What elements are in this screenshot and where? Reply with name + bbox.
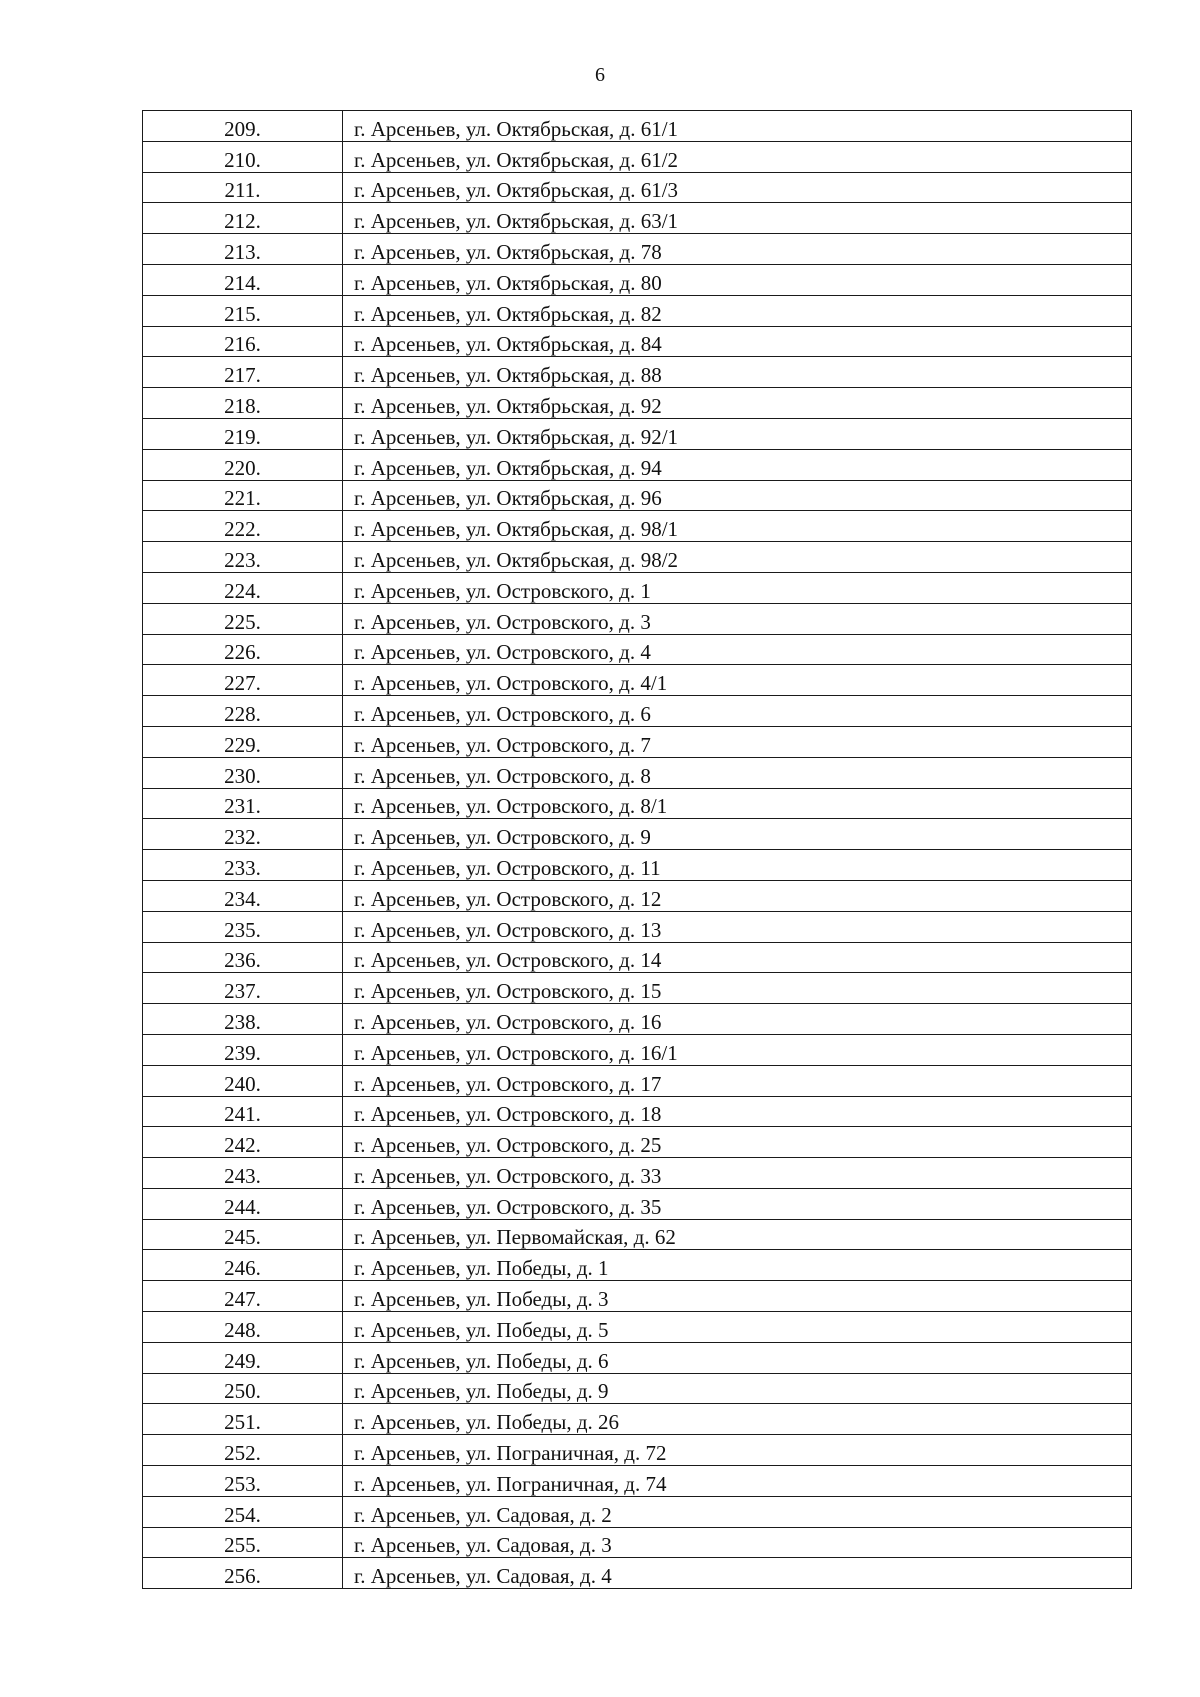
- row-number-cell: 223.: [143, 542, 343, 573]
- row-number-cell: 221.: [143, 480, 343, 511]
- row-number-cell: 237.: [143, 973, 343, 1004]
- table-row: [143, 1127, 1132, 1158]
- row-number-cell: 250.: [143, 1373, 343, 1404]
- table-row: [143, 326, 1132, 357]
- address-cell: г. Арсеньев, ул. Октябрьская, д. 61/1: [343, 111, 1132, 142]
- address-cell: г. Арсеньев, ул. Октябрьская, д. 92/1: [343, 418, 1132, 449]
- table-row: [143, 1527, 1132, 1558]
- table-row: [143, 696, 1132, 727]
- table-row: [143, 511, 1132, 542]
- row-number-cell: 224.: [143, 572, 343, 603]
- address-cell: г. Арсеньев, ул. Октябрьская, д. 61/3: [343, 172, 1132, 203]
- address-cell: г. Арсеньев, ул. Октябрьская, д. 98/1: [343, 511, 1132, 542]
- address-cell: г. Арсеньев, ул. Октябрьская, д. 82: [343, 295, 1132, 326]
- table-row: [143, 1466, 1132, 1497]
- row-number-cell: 216.: [143, 326, 343, 357]
- row-number-cell: 244.: [143, 1188, 343, 1219]
- row-number-cell: 251.: [143, 1404, 343, 1435]
- address-cell: г. Арсеньев, ул. Островского, д. 4/1: [343, 665, 1132, 696]
- address-cell: г. Арсеньев, ул. Островского, д. 3: [343, 603, 1132, 634]
- address-cell: г. Арсеньев, ул. Островского, д. 13: [343, 911, 1132, 942]
- row-number-cell: 230.: [143, 757, 343, 788]
- table-row: [143, 1096, 1132, 1127]
- address-cell: г. Арсеньев, ул. Островского, д. 16: [343, 1004, 1132, 1035]
- row-number-cell: 213.: [143, 234, 343, 265]
- address-cell: г. Арсеньев, ул. Победы, д. 3: [343, 1281, 1132, 1312]
- table-row: [143, 1158, 1132, 1189]
- address-cell: г. Арсеньев, ул. Островского, д. 8/1: [343, 788, 1132, 819]
- table-row: [143, 172, 1132, 203]
- address-cell: г. Арсеньев, ул. Октябрьская, д. 78: [343, 234, 1132, 265]
- address-cell: г. Арсеньев, ул. Островского, д. 6: [343, 696, 1132, 727]
- address-table-body: [143, 111, 1132, 1589]
- row-number-cell: 231.: [143, 788, 343, 819]
- row-number-cell: 253.: [143, 1466, 343, 1497]
- row-number-cell: 214.: [143, 264, 343, 295]
- table-row: [143, 1312, 1132, 1343]
- table-row: [143, 388, 1132, 419]
- row-number-cell: 225.: [143, 603, 343, 634]
- table-row: [143, 1435, 1132, 1466]
- address-cell: г. Арсеньев, ул. Островского, д. 4: [343, 634, 1132, 665]
- row-number-cell: 256.: [143, 1558, 343, 1589]
- table-row: [143, 1373, 1132, 1404]
- address-cell: г. Арсеньев, ул. Октябрьская, д. 84: [343, 326, 1132, 357]
- table-row: [143, 1219, 1132, 1250]
- table-row: [143, 911, 1132, 942]
- address-cell: г. Арсеньев, ул. Островского, д. 25: [343, 1127, 1132, 1158]
- address-cell: г. Арсеньев, ул. Островского, д. 14: [343, 942, 1132, 973]
- address-cell: г. Арсеньев, ул. Островского, д. 12: [343, 880, 1132, 911]
- address-cell: г. Арсеньев, ул. Октябрьская, д. 61/2: [343, 141, 1132, 172]
- table-row: [143, 788, 1132, 819]
- table-row: [143, 603, 1132, 634]
- address-cell: г. Арсеньев, ул. Октябрьская, д. 98/2: [343, 542, 1132, 573]
- row-number-cell: 215.: [143, 295, 343, 326]
- row-number-cell: 233.: [143, 850, 343, 881]
- address-cell: г. Арсеньев, ул. Пограничная, д. 74: [343, 1466, 1132, 1497]
- row-number-cell: 246.: [143, 1250, 343, 1281]
- row-number-cell: 222.: [143, 511, 343, 542]
- row-number-cell: 239.: [143, 1034, 343, 1065]
- row-number-cell: 217.: [143, 357, 343, 388]
- address-cell: г. Арсеньев, ул. Победы, д. 6: [343, 1342, 1132, 1373]
- row-number-cell: 226.: [143, 634, 343, 665]
- table-row: [143, 1188, 1132, 1219]
- row-number-cell: 209.: [143, 111, 343, 142]
- table-row: [143, 234, 1132, 265]
- table-row: [143, 1496, 1132, 1527]
- table-row: [143, 418, 1132, 449]
- row-number-cell: 234.: [143, 880, 343, 911]
- table-row: [143, 264, 1132, 295]
- table-row: [143, 1250, 1132, 1281]
- table-row: [143, 1342, 1132, 1373]
- address-cell: г. Арсеньев, ул. Островского, д. 35: [343, 1188, 1132, 1219]
- address-cell: г. Арсеньев, ул. Октябрьская, д. 63/1: [343, 203, 1132, 234]
- row-number-cell: 235.: [143, 911, 343, 942]
- address-cell: г. Арсеньев, ул. Садовая, д. 2: [343, 1496, 1132, 1527]
- address-cell: г. Арсеньев, ул. Октябрьская, д. 88: [343, 357, 1132, 388]
- address-cell: г. Арсеньев, ул. Пограничная, д. 72: [343, 1435, 1132, 1466]
- address-cell: г. Арсеньев, ул. Октябрьская, д. 96: [343, 480, 1132, 511]
- table-row: [143, 634, 1132, 665]
- row-number-cell: 242.: [143, 1127, 343, 1158]
- row-number-cell: 219.: [143, 418, 343, 449]
- address-cell: г. Арсеньев, ул. Островского, д. 15: [343, 973, 1132, 1004]
- address-cell: г. Арсеньев, ул. Победы, д. 9: [343, 1373, 1132, 1404]
- address-cell: г. Арсеньев, ул. Садовая, д. 3: [343, 1527, 1132, 1558]
- address-cell: г. Арсеньев, ул. Первомайская, д. 62: [343, 1219, 1132, 1250]
- table-row: [143, 1034, 1132, 1065]
- table-row: [143, 880, 1132, 911]
- row-number-cell: 212.: [143, 203, 343, 234]
- address-cell: г. Арсеньев, ул. Победы, д. 1: [343, 1250, 1132, 1281]
- row-number-cell: 220.: [143, 449, 343, 480]
- address-cell: г. Арсеньев, ул. Октябрьская, д. 92: [343, 388, 1132, 419]
- row-number-cell: 252.: [143, 1435, 343, 1466]
- address-cell: г. Арсеньев, ул. Островского, д. 11: [343, 850, 1132, 881]
- address-table: [142, 110, 1132, 1589]
- address-cell: г. Арсеньев, ул. Островского, д. 16/1: [343, 1034, 1132, 1065]
- table-row: [143, 449, 1132, 480]
- table-row: [143, 942, 1132, 973]
- row-number-cell: 248.: [143, 1312, 343, 1343]
- row-number-cell: 255.: [143, 1527, 343, 1558]
- address-cell: г. Арсеньев, ул. Островского, д. 8: [343, 757, 1132, 788]
- address-cell: г. Арсеньев, ул. Октябрьская, д. 94: [343, 449, 1132, 480]
- row-number-cell: 211.: [143, 172, 343, 203]
- table-row: [143, 295, 1132, 326]
- table-row: [143, 819, 1132, 850]
- table-row: [143, 1065, 1132, 1096]
- address-cell: г. Арсеньев, ул. Победы, д. 26: [343, 1404, 1132, 1435]
- row-number-cell: 236.: [143, 942, 343, 973]
- row-number-cell: 229.: [143, 726, 343, 757]
- table-row: [143, 480, 1132, 511]
- table-row: [143, 1004, 1132, 1035]
- table-row: [143, 357, 1132, 388]
- row-number-cell: 245.: [143, 1219, 343, 1250]
- table-row: [143, 757, 1132, 788]
- table-row: [143, 203, 1132, 234]
- address-cell: г. Арсеньев, ул. Островского, д. 7: [343, 726, 1132, 757]
- address-cell: г. Арсеньев, ул. Победы, д. 5: [343, 1312, 1132, 1343]
- row-number-cell: 227.: [143, 665, 343, 696]
- row-number-cell: 210.: [143, 141, 343, 172]
- table-row: [143, 973, 1132, 1004]
- table-row: [143, 726, 1132, 757]
- row-number-cell: 238.: [143, 1004, 343, 1035]
- address-cell: г. Арсеньев, ул. Садовая, д. 4: [343, 1558, 1132, 1589]
- address-cell: г. Арсеньев, ул. Островского, д. 18: [343, 1096, 1132, 1127]
- address-cell: г. Арсеньев, ул. Островского, д. 17: [343, 1065, 1132, 1096]
- row-number-cell: 243.: [143, 1158, 343, 1189]
- row-number-cell: 228.: [143, 696, 343, 727]
- table-row: [143, 665, 1132, 696]
- address-cell: г. Арсеньев, ул. Островского, д. 9: [343, 819, 1132, 850]
- table-row: [143, 542, 1132, 573]
- row-number-cell: 247.: [143, 1281, 343, 1312]
- address-cell: г. Арсеньев, ул. Островского, д. 1: [343, 572, 1132, 603]
- table-row: [143, 850, 1132, 881]
- address-cell: г. Арсеньев, ул. Октябрьская, д. 80: [343, 264, 1132, 295]
- row-number-cell: 240.: [143, 1065, 343, 1096]
- table-row: [143, 1558, 1132, 1589]
- page-number: 6: [595, 64, 605, 86]
- row-number-cell: 249.: [143, 1342, 343, 1373]
- table-row: [143, 141, 1132, 172]
- table-row: [143, 572, 1132, 603]
- table-row: [143, 1404, 1132, 1435]
- row-number-cell: 254.: [143, 1496, 343, 1527]
- table-row: [143, 111, 1132, 142]
- row-number-cell: 218.: [143, 388, 343, 419]
- table-row: [143, 1281, 1132, 1312]
- row-number-cell: 232.: [143, 819, 343, 850]
- row-number-cell: 241.: [143, 1096, 343, 1127]
- address-cell: г. Арсеньев, ул. Островского, д. 33: [343, 1158, 1132, 1189]
